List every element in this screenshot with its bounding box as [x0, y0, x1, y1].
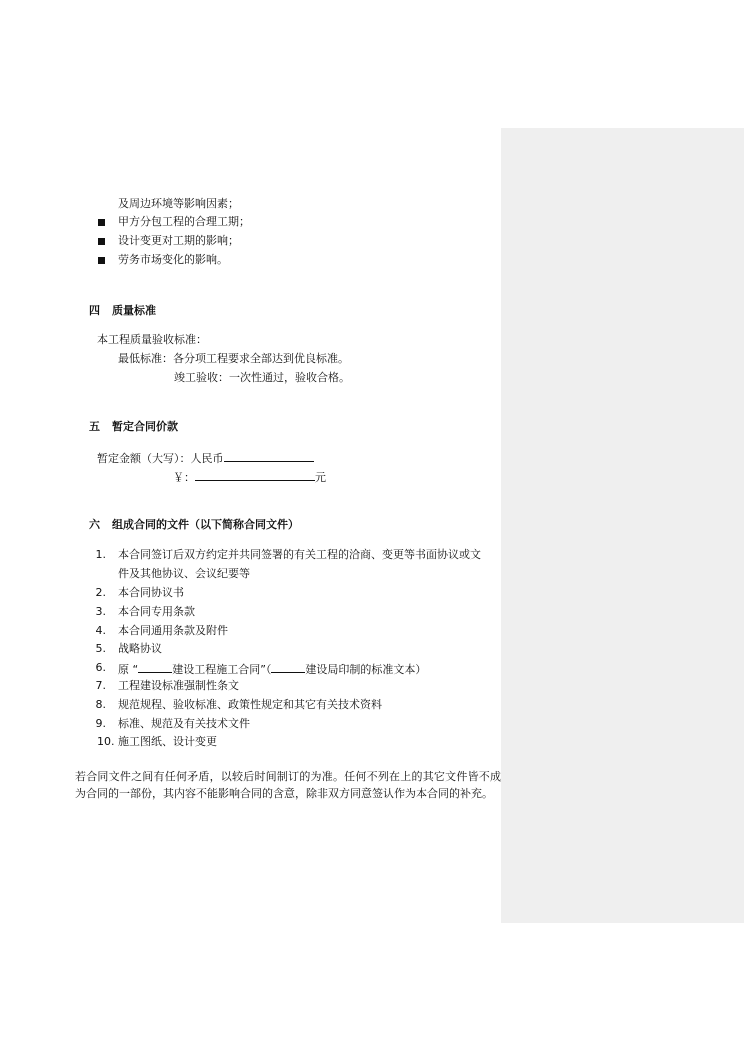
amount-yen-blank: [195, 469, 315, 481]
list-number: 7.: [95, 679, 106, 692]
amount-yen-row: [173, 469, 326, 485]
item6-blank-2: [271, 661, 305, 673]
bullet-item: 设计变更对工期的影响；: [118, 234, 239, 247]
quality-min-standard: 最低标准：各分项工程要求全部达到优良标准。: [118, 352, 349, 365]
closing-paragraph: 若合同文件之间有任何矛盾，以较后时间制订的为准。任何不列在上的其它文件皆不成为合同的一部份，其内容不能影响合同的含意，除非双方同意签认作为本合同的补充。: [75, 770, 501, 800]
comment-pane: [501, 128, 744, 923]
list-number: 6.: [95, 661, 106, 674]
list-number: 8.: [95, 698, 106, 711]
list-item: [118, 661, 426, 677]
list-number: 4.: [95, 624, 106, 637]
bullet-square-icon: [98, 219, 105, 226]
bullet-square-icon: [98, 238, 105, 245]
list-item: 本合同签订后双方约定并共同签署的有关工程的洽商、变更等书面协议或文: [118, 548, 481, 561]
section-4-number: 四: [89, 304, 100, 317]
section-5-title: 暂定合同价款: [112, 420, 178, 433]
bullet-continued-text: 及周边环境等影响因素；: [118, 197, 239, 210]
list-number: 5.: [95, 642, 106, 655]
list-item: 施工图纸、设计变更: [118, 735, 217, 748]
quality-intro: 本工程质量验收标准：: [97, 333, 207, 346]
list-item-continued: 件及其他协议、会议纪要等: [118, 567, 250, 580]
list-number: 10.: [97, 735, 115, 748]
amount-yuan-label: 元: [315, 471, 326, 484]
list-item: 战略协议: [118, 642, 162, 655]
amount-words-row: [97, 450, 314, 466]
list-number: 9.: [95, 717, 106, 730]
list-item: 标准、规范及有关技术文件: [118, 717, 250, 730]
section-6-title: 组成合同的文件（以下简称合同文件）: [112, 518, 299, 531]
item6-prefix: 原 “: [118, 663, 139, 676]
bullet-item: 甲方分包工程的合理工期；: [118, 215, 250, 228]
amount-yen-label: ￥：: [173, 471, 195, 484]
list-number: 2.: [95, 586, 106, 599]
amount-words-label: 暂定金额（大写）：人民币: [97, 452, 224, 465]
bullet-square-icon: [98, 257, 105, 264]
bullet-item: 劳务市场变化的影响。: [118, 253, 228, 266]
item6-blank-1: [138, 661, 172, 673]
list-item: 工程建设标准强制性条文: [118, 679, 239, 692]
list-item: 本合同专用条款: [118, 605, 195, 618]
item6-suffix: 建设局印制的标准文本）: [305, 663, 427, 676]
item6-middle: 建设工程施工合同”（: [172, 663, 272, 676]
section-6-number: 六: [89, 518, 100, 531]
section-5-number: 五: [89, 420, 100, 433]
list-number: 3.: [95, 605, 106, 618]
list-item: 规范规程、验收标准、政策性规定和其它有关技术资料: [118, 698, 382, 711]
quality-completion: 竣工验收：一次性通过，验收合格。: [174, 371, 350, 384]
amount-words-blank: [224, 450, 314, 462]
section-4-title: 质量标准: [112, 304, 156, 317]
list-item: 本合同通用条款及附件: [118, 624, 228, 637]
list-item: 本合同协议书: [118, 586, 184, 599]
list-number: 1.: [95, 548, 106, 561]
